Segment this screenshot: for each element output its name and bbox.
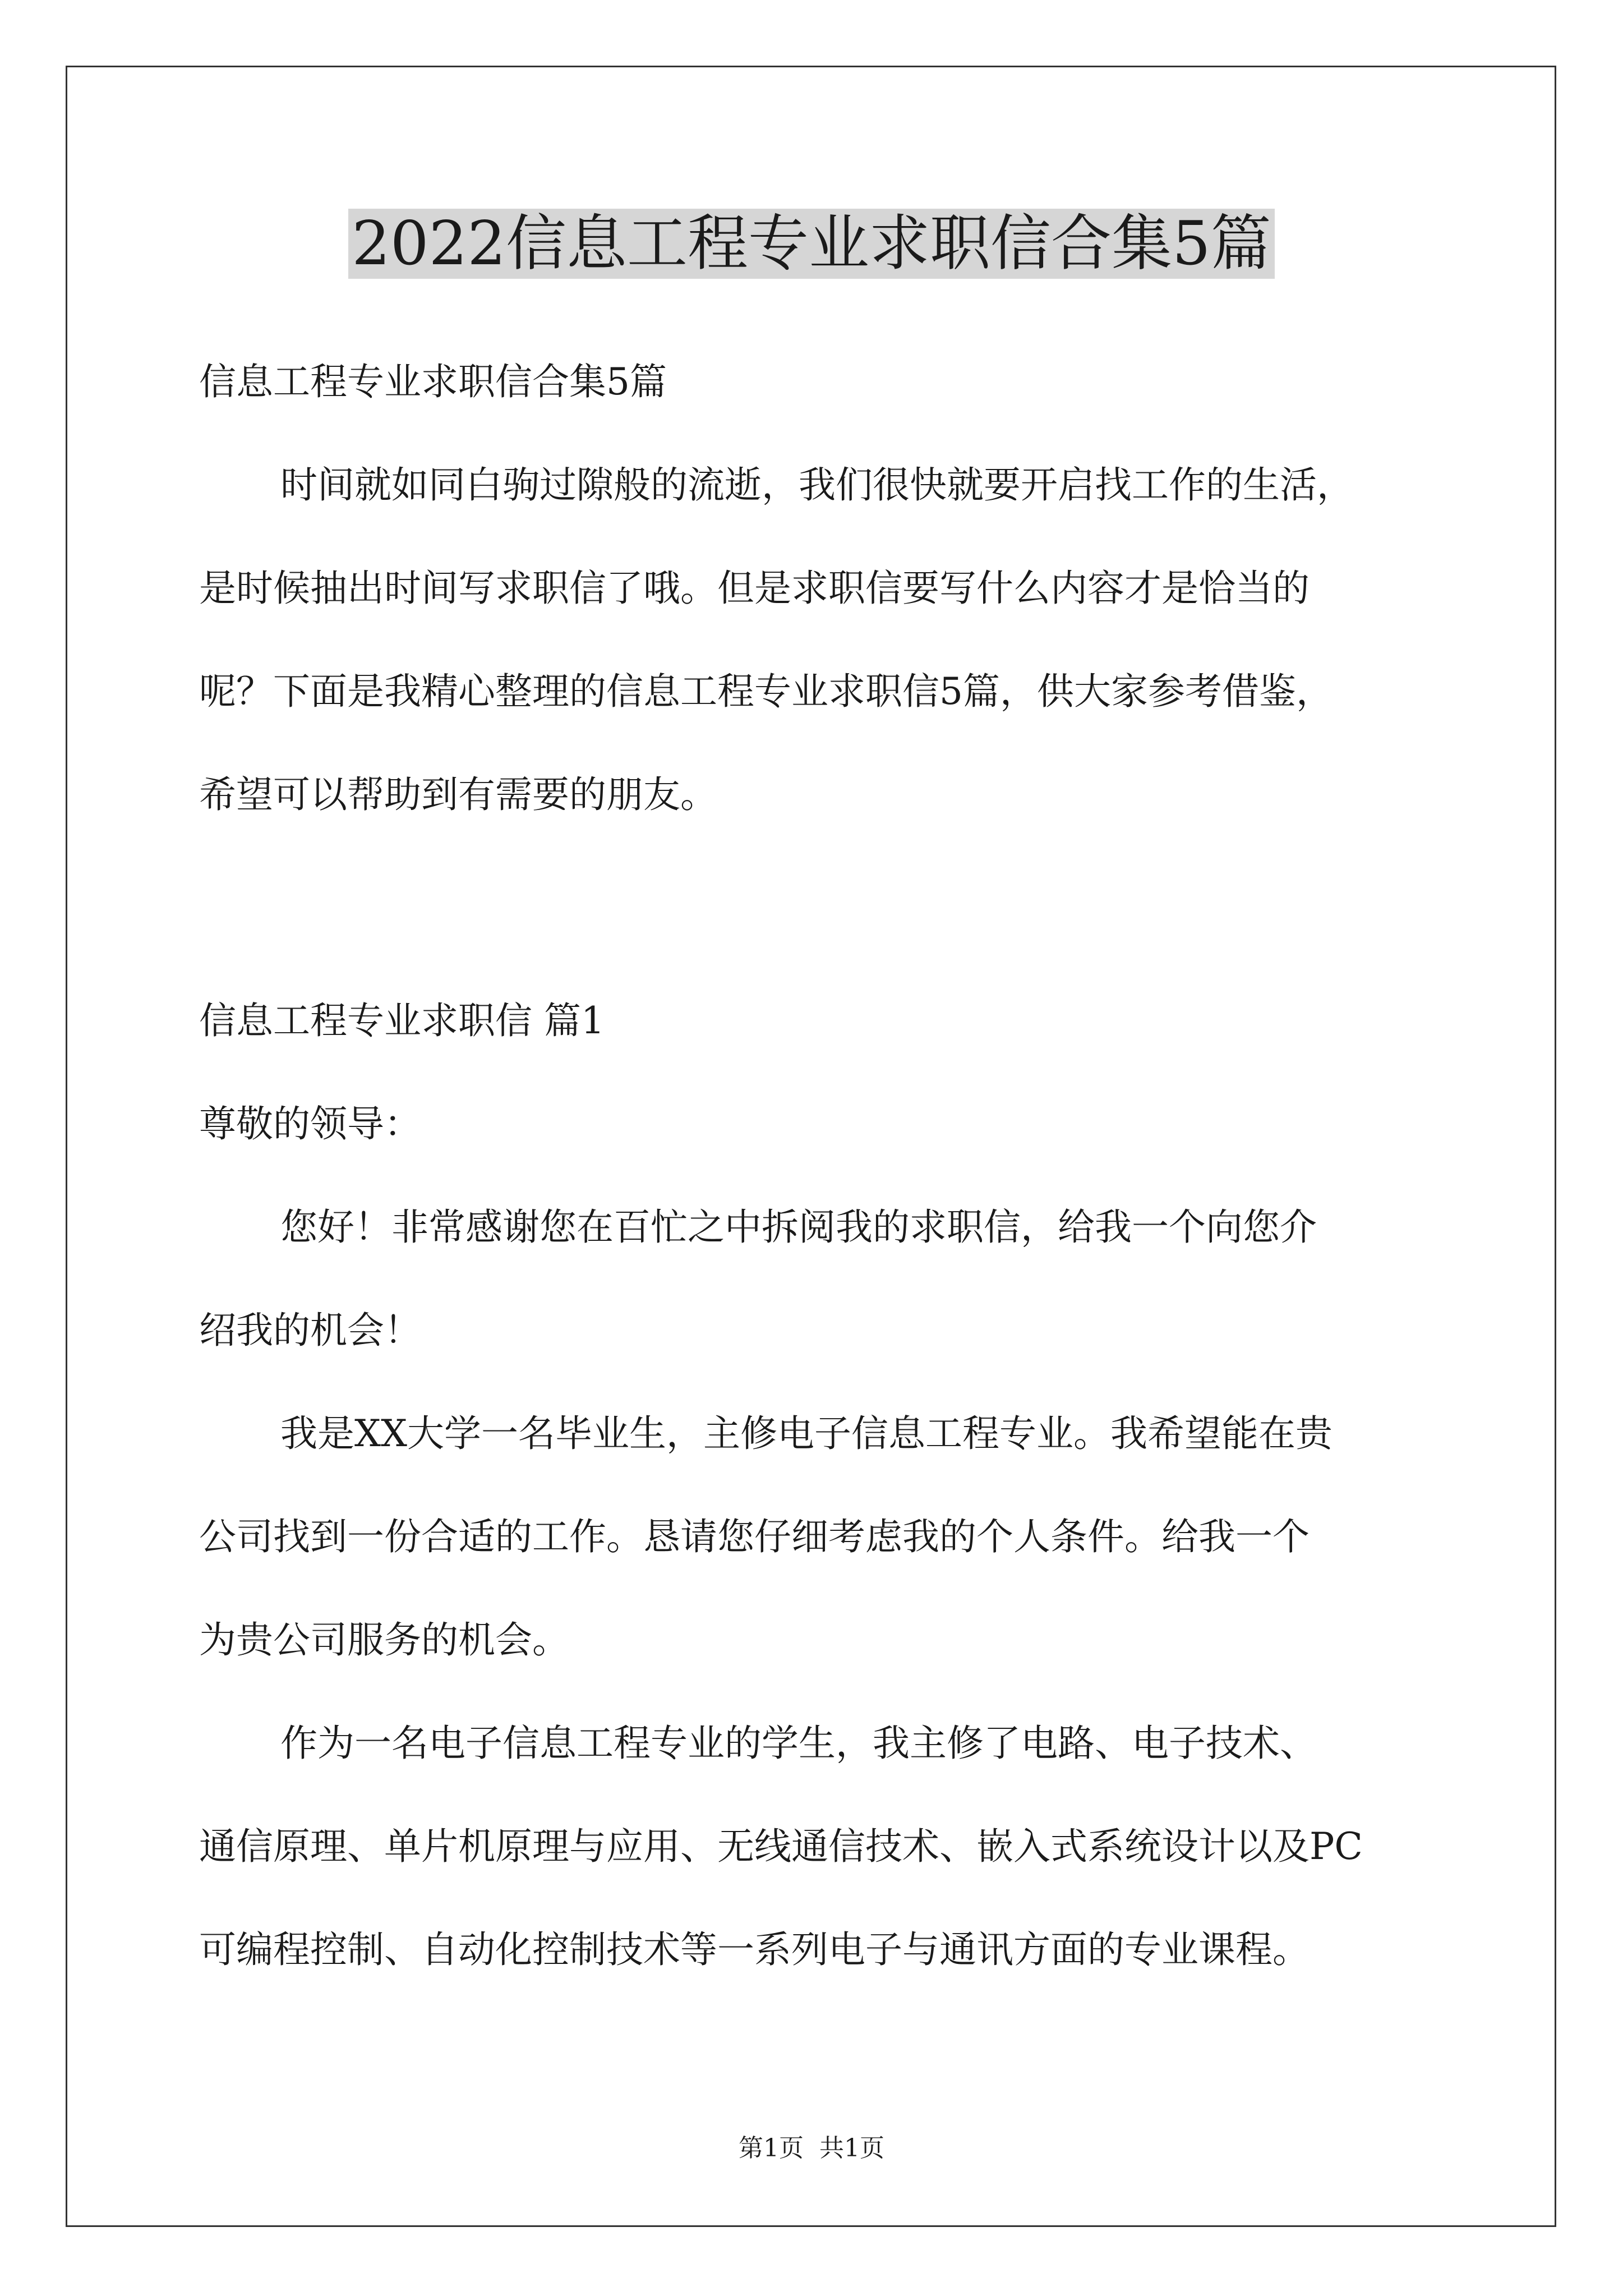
page-total: 共1页	[819, 2134, 884, 2162]
letter-line-6: 作为一名电子信息工程专业的学生，我主修了电路、电子技术、	[280, 1722, 1317, 1765]
page-footer	[0, 2132, 1623, 2165]
letter-line-5: 为贵公司服务的机会。	[199, 1618, 569, 1662]
document-title-text: 2022信息工程专业求职信合集5篇	[348, 209, 1275, 279]
letter-line-7: 通信原理、单片机原理与应用、无线通信技术、嵌入式系统设计以及PC	[199, 1825, 1363, 1868]
salutation: 尊敬的领导：	[199, 1102, 421, 1145]
intro-line-2: 是时候抽出时间写求职信了哦。但是求职信要写什么内容才是恰当的	[199, 567, 1310, 610]
intro-line-3: 呢？下面是我精心整理的信息工程专业求职信5篇，供大家参考借鉴，	[199, 670, 1333, 713]
letter-line-2: 绍我的机会！	[199, 1309, 421, 1352]
document-title	[0, 202, 1623, 286]
page-number: 第1页	[739, 2134, 804, 2162]
letter-line-4: 公司找到一份合适的工作。恳请您仔细考虑我的个人条件。给我一个	[199, 1515, 1310, 1558]
intro-line-4: 希望可以帮助到有需要的朋友。	[199, 773, 717, 816]
subtitle-line: 信息工程专业求职信合集5篇	[199, 360, 667, 403]
section-heading-1: 信息工程专业求职信 篇1	[199, 999, 605, 1042]
letter-line-3: 我是XX大学一名毕业生，主修电子信息工程专业。我希望能在贵	[280, 1412, 1332, 1455]
letter-line-8: 可编程控制、自动化控制技术等一系列电子与通讯方面的专业课程。	[199, 1928, 1310, 1971]
letter-line-1: 您好！非常感谢您在百忙之中拆阅我的求职信，给我一个向您介	[280, 1205, 1317, 1249]
intro-line-1: 时间就如同白驹过隙般的流逝，我们很快就要开启找工作的生活，	[280, 463, 1354, 507]
